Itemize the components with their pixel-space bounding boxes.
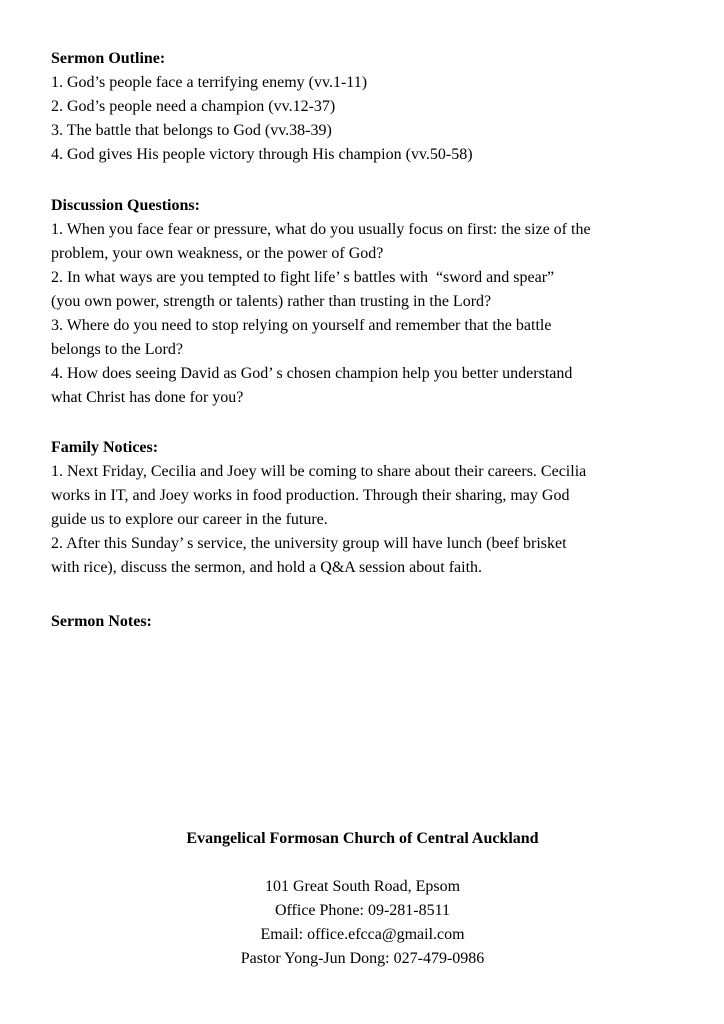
question-line: what Christ has done for you? [51, 389, 244, 406]
notice-line: with rice), discuss the sermon, and hold a Q&A session about faith. [51, 559, 483, 576]
section-sermon-notes [51, 610, 674, 634]
sermon-outline-heading: Sermon Outline: [51, 50, 166, 67]
footer [51, 827, 674, 971]
notice-line: 2. After this Sunday’ s service, the university group will have lunch (beef brisket [51, 535, 567, 552]
church-address: 101 Great South Road, Epsom [264, 878, 461, 895]
church-email: Email: office.efcca@gmail.com [260, 926, 465, 943]
question-line: 4. How does seeing David as God’ s chosen champion help you better understand [51, 365, 573, 382]
contact-block [51, 875, 674, 971]
office-phone: Office Phone: 09-281-8511 [274, 902, 451, 919]
notice-line: works in IT, and Joey works in food production. Through their sharing, may God [51, 487, 570, 504]
notice-line: guide us to explore our career in the future. [51, 511, 328, 528]
question-line: problem, your own weakness, or the power of God? [51, 245, 384, 262]
outline-item: 4. God gives His people victory through His champion (vv.50-58) [51, 146, 473, 163]
outline-item: 3. The battle that belongs to God (vv.38-39) [51, 122, 332, 139]
section-family-notices [51, 436, 674, 580]
church-name: Evangelical Formosan Church of Central Auckland [186, 830, 539, 847]
outline-item: 2. God’s people need a champion (vv.12-37) [51, 98, 336, 115]
question-line: 2. In what ways are you tempted to fight life’ s battles with “sword and spear” [51, 269, 555, 286]
question-line: (you own power, strength or talents) rather than trusting in the Lord? [51, 293, 492, 310]
sermon-notes-heading: Sermon Notes: [51, 613, 152, 630]
section-sermon-outline [51, 47, 674, 167]
notice-line: 1. Next Friday, Cecilia and Joey will be coming to share about their careers. Cecilia [51, 463, 587, 480]
section-discussion-questions [51, 194, 674, 410]
outline-item: 1. God’s people face a terrifying enemy (vv.1-11) [51, 74, 368, 91]
family-notices-heading: Family Notices: [51, 439, 159, 456]
question-line: 3. Where do you need to stop relying on yourself and remember that the battle [51, 317, 552, 334]
discussion-questions-heading: Discussion Questions: [51, 197, 200, 214]
question-line: 1. When you face fear or pressure, what do you usually focus on first: the size of the [51, 221, 591, 238]
question-line: belongs to the Lord? [51, 341, 183, 358]
pastor-contact: Pastor Yong-Jun Dong: 027-479-0986 [240, 950, 485, 967]
